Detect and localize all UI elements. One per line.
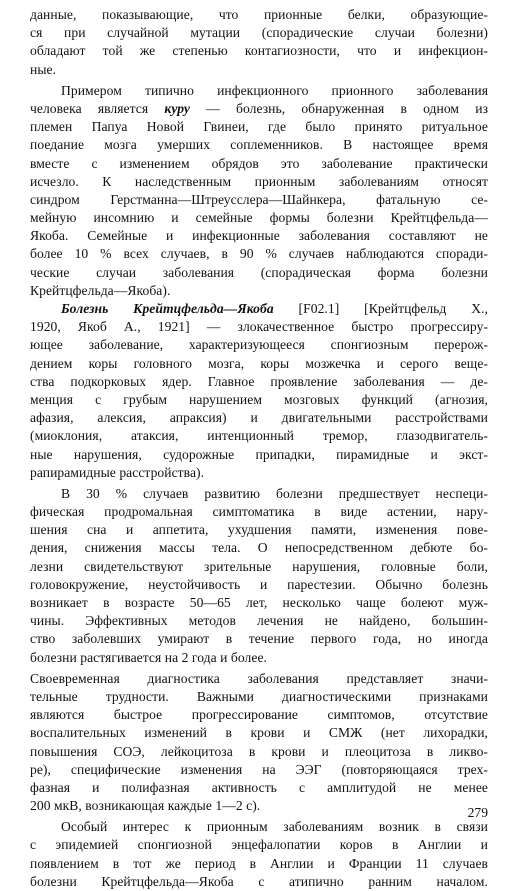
text-line: дения, снижения массы тела. О непосредственном дебюте бо-	[30, 540, 488, 556]
paragraph	[30, 6, 488, 79]
text-line: дением коры головного мозга, коры мозжечка и серого веще-	[30, 355, 488, 371]
text-line: вместе с изменением обрядов это заболевание практически	[30, 155, 488, 171]
text-line: фазная и полифазная активность с амплитудой не менее	[30, 779, 488, 795]
text-line: племен Папуа Новой Гвинеи, где было принято ритуальное	[30, 119, 488, 135]
text-line: менция с грубым нарушением мозговых функций (агнозия,	[30, 391, 488, 407]
text-line: являются быстрое прогрессирование симптомов, отсутствие	[30, 707, 488, 723]
text-line: ющее заболевание, характеризующееся спонгиозным перерож-	[30, 337, 488, 353]
text-line: появлением в тот же период в Англии и Франции 11 случаев	[30, 855, 488, 871]
text-line: чины. Эффективных методов лечения не найдено, большин-	[30, 613, 488, 629]
text-line: ные.	[30, 61, 57, 77]
paragraph	[30, 670, 488, 816]
text-line: повышения СОЭ, лейкоцитоза в крови и плеоцитоза в ликво-	[30, 743, 488, 759]
text-line: рапирамидные расстройства).	[30, 464, 205, 480]
text-line: болезни растягивается на 2 года и более.	[30, 649, 268, 665]
text-line: Особый интерес к прионным заболеваниям возник в связи	[61, 819, 488, 835]
text-line: лезни свидетельствуют зрительные нарушения, головные боли,	[30, 558, 488, 574]
text-line: афазия, алексия, апраксия) и двигательными расстройствами	[30, 410, 488, 426]
page-number: 279	[467, 805, 488, 820]
text-line: фическая продромальная симптоматика в виде астении, нару-	[30, 504, 488, 520]
text-line: Своевременная диагностика заболевания представляет значи-	[30, 670, 488, 686]
paragraph	[30, 82, 488, 300]
text-line: Примером типично инфекционного прионного заболевания	[61, 82, 488, 98]
term-kuru: куру	[164, 100, 190, 116]
text-line: тельные трудности. Важными диагностическими признаками	[30, 688, 488, 704]
text-line: обладают той же степенью контагиозности, что и инфекцион-	[30, 43, 488, 59]
text-line: исчезло. К наследственным прионным заболеваниям относят	[30, 173, 488, 189]
text-line: ческие случаи заболевания (спорадическая форма болезни	[30, 264, 488, 280]
text-line: шения сна и аппетита, ухудшения памяти, изменения пове-	[30, 522, 488, 538]
text-line: Крейтцфельда—Якоба).	[30, 282, 171, 298]
text-line: возникает в возрасте 50—65 лет, несколько чаще болеют муж-	[30, 595, 488, 610]
text-line: болезни Крейтцфельда—Якоба с атипично ранним началом.	[30, 873, 488, 889]
text-line-end: — болезнь, обнаруженная в одном из	[189, 100, 488, 116]
text-line: данные, показывающие, что прионные белки, образующие-	[30, 7, 488, 22]
text-line: головокружение, неустойчивость и парестезии. Обычно болезнь	[30, 576, 488, 592]
text-line	[30, 300, 488, 318]
text-line-end: [F02.1] [Крейтцфельд Х.,	[273, 301, 488, 316]
text-line: ства подкорковых ядер. Главное проявление заболевания — де-	[30, 373, 488, 389]
term-creutzfeldt-jakob: Болезнь Крейтцфельда—Якоба	[61, 301, 274, 316]
text-line: мейную инсомнию и семейные формы болезни Крейтцфельда—	[30, 210, 488, 226]
text-line	[30, 100, 488, 118]
text-line: В 30 % случаев развитию болезни предшествует неспеци-	[61, 485, 488, 501]
paragraph	[30, 818, 488, 891]
text-line: более 10 % всех случаев, в 90 % случаев наблюдаются споради-	[30, 246, 488, 262]
text-line-start: человека является	[30, 100, 165, 116]
paragraph	[30, 300, 488, 482]
text-line: 1920, Якоб А., 1921] — злокачественное быстро прогрессиру-	[30, 319, 488, 335]
text-line: ся при случайной мутации (спорадические случаи болезни)	[30, 25, 488, 41]
text-line: поедание мозга умерших соплеменников. В настоящее время	[30, 137, 488, 153]
document-page	[30, 6, 488, 891]
text-line: Якоба. Семейные и инфекционные заболевания составляют не	[30, 228, 488, 244]
text-line: ные нарушения, судорожные припадки, пирамидные и экст-	[30, 446, 488, 462]
text-line: ство заболевших умирают в течение первого года, но иногда	[30, 631, 488, 647]
text-line: ре), специфические изменения на ЭЭГ (повторяющаяся трех-	[30, 761, 488, 777]
paragraph	[30, 485, 488, 667]
text-line: 200 мкВ, возникающая каждые 1—2 с).	[30, 798, 261, 814]
text-line: синдром Герстманна—Штреусслера—Шайнкера, фатальную се-	[30, 191, 488, 207]
text-line: с эпидемией спонгиозной энцефалопатии коров в Англии и	[30, 837, 488, 853]
text-line: (миоклония, атаксия, интенционный тремор, глазодвигатель-	[30, 428, 488, 444]
text-line: воспалительных изменений в крови и СМЖ (нет лихорадки,	[30, 725, 488, 741]
